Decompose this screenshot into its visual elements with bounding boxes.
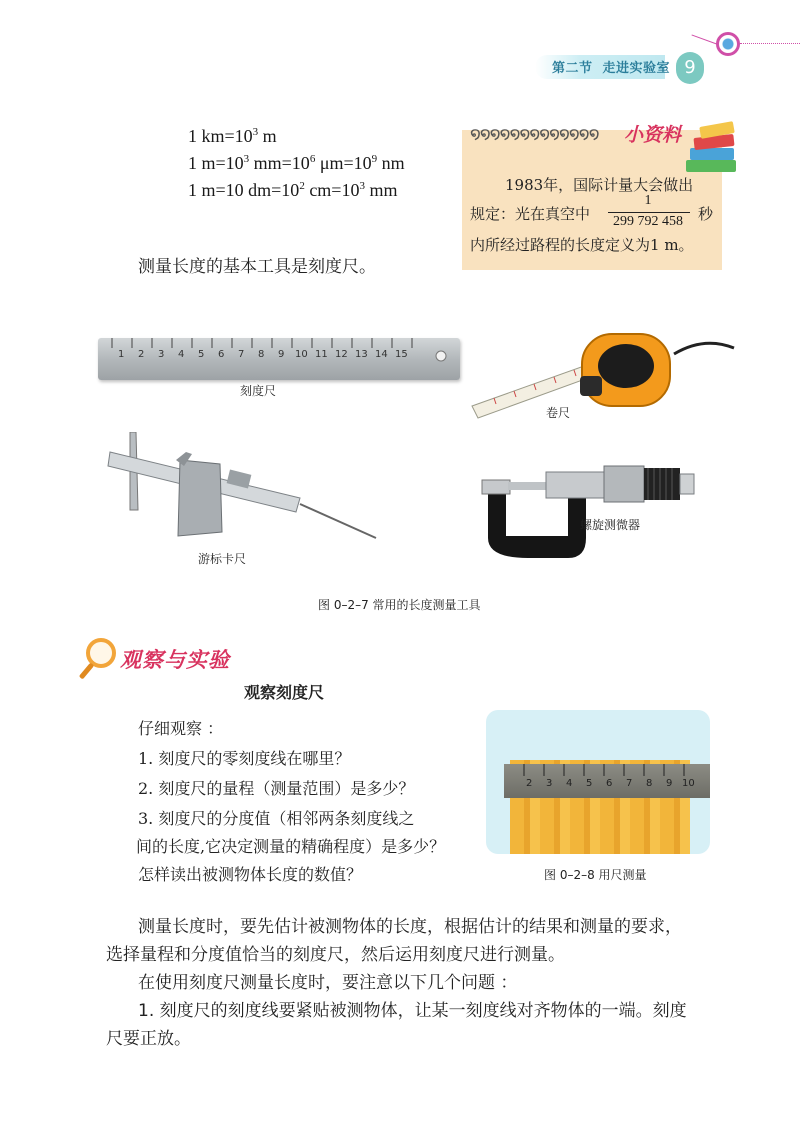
- info-line-2: 规定：光在真空中: [470, 205, 591, 223]
- info-line-3: 内所经过路程的长度定义为1 m。: [470, 236, 694, 254]
- body-p3a: 1. 刻度尺的刻度线要紧贴被测物体，让某一刻度线对齐物体的一端。刻度: [138, 1001, 687, 1021]
- basic-tool-text: 测量长度的基本工具是刻度尺。: [138, 257, 376, 277]
- observe-q3b: 间的长度,它决定测量的精确程度）是多少？: [136, 837, 446, 856]
- magnifier-handle: [79, 662, 94, 679]
- book-green: [686, 160, 736, 172]
- header-circle-icon: [716, 32, 740, 56]
- info-box-title: 小资料: [624, 124, 682, 146]
- fraction-numerator: 1: [644, 193, 652, 208]
- ruler-label: 刻度尺: [240, 384, 277, 398]
- formula-m-nm: 1 $m=10^3$ $mm=10^6$ $\mu m=10^9$ nm: [188, 153, 405, 173]
- body-p1b: 选择量程和分度值恰当的刻度尺，然后运用刻度尺进行测量。: [106, 945, 565, 965]
- formula-m-mm: 1 m=10 $dm=10^2$ $cm=10^3$ mm: [188, 180, 398, 200]
- observe-q2: 2. 刻度尺的量程（测量范围）是多少？: [138, 779, 415, 798]
- tape-measure-image: [464, 326, 754, 426]
- body-p2: 在使用刻度尺测量长度时，要注意以下几个问题 ：: [138, 973, 518, 993]
- info-line-2-end: 秒: [698, 205, 714, 223]
- fraction-line: [608, 212, 690, 213]
- formula-km: 1 $km=10^3$ m: [188, 126, 277, 146]
- figure-0-2-8-caption: 图 0–2–8 用尺测量: [544, 868, 647, 882]
- section-title: 走进实验室: [602, 61, 671, 76]
- header-connector: [692, 34, 719, 45]
- micrometer-label: 螺旋测微器: [580, 518, 641, 532]
- vernier-caliper-image: [100, 432, 390, 548]
- running-header: [552, 57, 680, 76]
- observe-q4: 怎样读出被测物体长度的数值？: [138, 865, 363, 884]
- header-dotted-line: [740, 43, 800, 44]
- body-p1a: 测量长度时，要先估计被测物体的长度，根据估计的结果和测量的要求，: [138, 917, 682, 937]
- observe-q0: 仔细观察 ：: [138, 719, 224, 738]
- observe-subtitle: 观察刻度尺: [244, 683, 325, 702]
- info-line-1: 1983年，国际计量大会做出: [505, 176, 694, 194]
- observe-q1: 1. 刻度尺的零刻度线在哪里？: [138, 749, 351, 768]
- figure-0-2-7-caption: 图 0–2–7 常用的长度测量工具: [318, 598, 481, 612]
- section-label: 第二节: [552, 61, 593, 76]
- spiral-binding: ໑໑໑໑໑໑໑໑໑໑໑໑໑: [470, 124, 599, 144]
- observe-q3a: 3. 刻度尺的分度值（相邻两条刻度线之: [138, 809, 415, 828]
- micrometer-image: [468, 458, 698, 568]
- fraction-denominator: 299 792 458: [613, 214, 683, 229]
- tape-label: 卷尺: [546, 406, 571, 420]
- page-number: 9: [676, 52, 704, 84]
- observe-banner: 观察与实验: [120, 648, 230, 672]
- ruler-measurement-photo: 2 3 4 5 6 7 8 9 10: [486, 710, 710, 854]
- caliper-label: 游标卡尺: [198, 552, 247, 566]
- body-p3b: 尺要正放。: [106, 1029, 191, 1049]
